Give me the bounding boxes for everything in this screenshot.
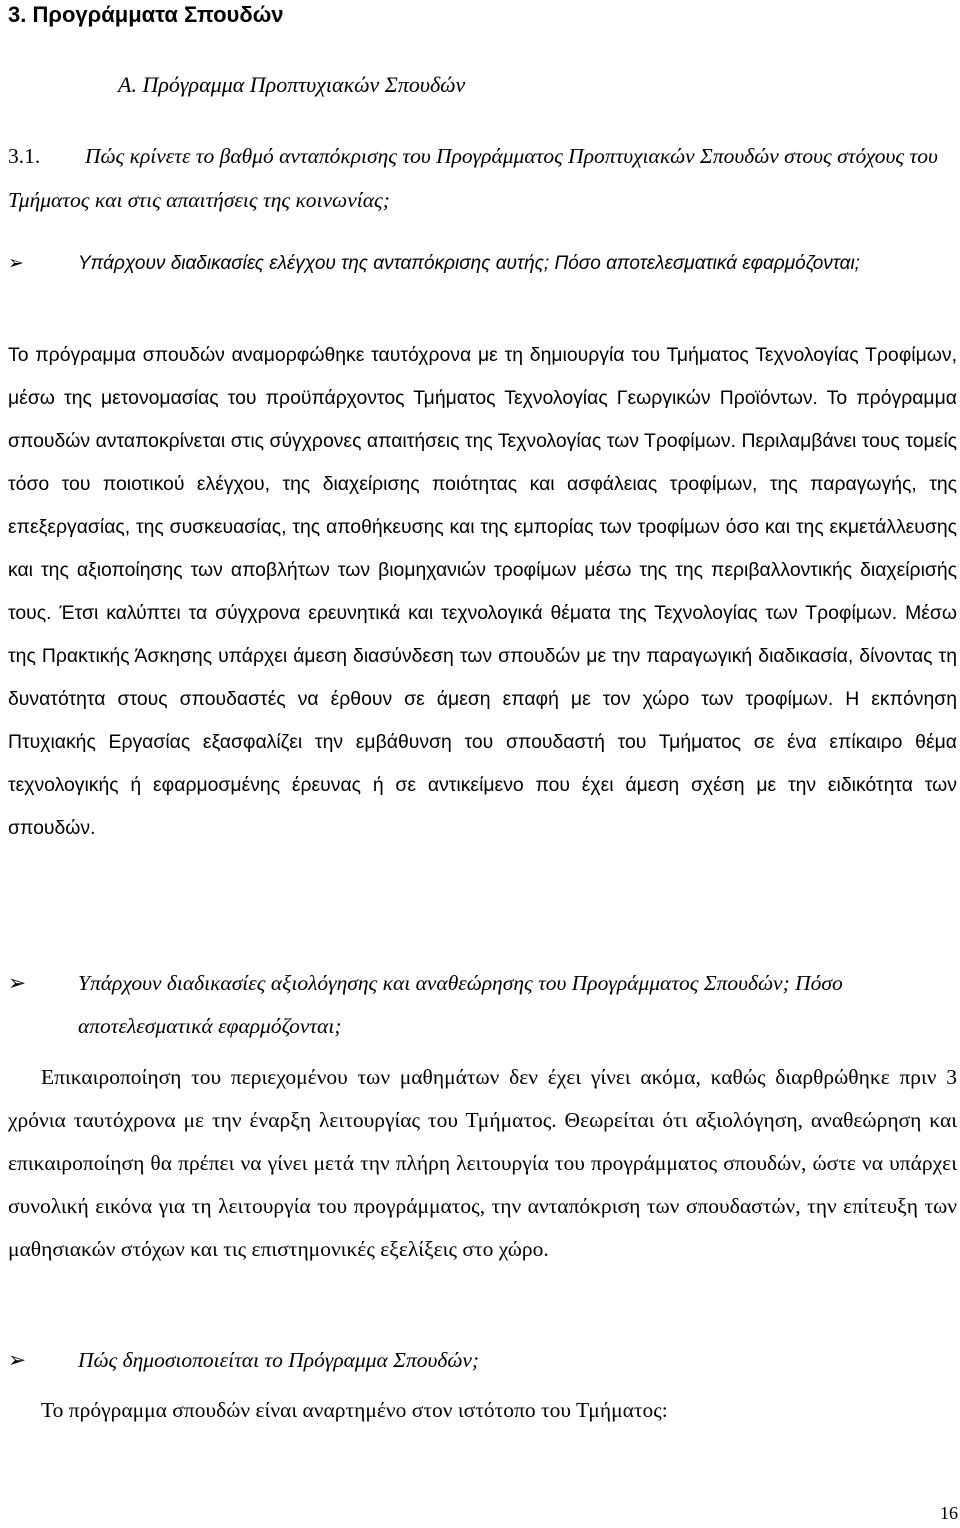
bullet-item [8,962,958,1048]
page-number: 16 [940,1503,958,1523]
bullet-item [8,242,958,285]
bullet-item [8,1339,958,1382]
question-text: Πώς κρίνετε το βαθμό ανταπόκρισης του Προγράμματος Προπτυχιακών Σπουδών στους στόχους του Τμήματος και στις απαιτήσεις της κοινωνίας; [8,144,938,212]
bullet-text: Πώς δημοσιοποιείται το Πρόγραμμα Σπουδών; [78,1348,480,1372]
section-heading: 3. Προγράμματα Σπουδών [8,2,284,27]
question-number: 3.1. [8,144,41,168]
bullet-text: Υπάρχουν διαδικασίες ελέγχου της ανταπόκρισης αυτής; Πόσο αποτελεσματικά εφαρμόζονται; [78,253,860,274]
paragraph [8,334,957,850]
paragraph-text: Περιλαμβάνει τους τομείς τόσο του ποιοτικού ελέγχου, της διαχείρισης ποιότητας και ασφάλειας τροφίμων, της παραγωγής, της επεξεργασίας, της συσκευασίας, της αποθήκευσης και της εμπορίας των τροφίμων όσο και της εκμετάλλευσης και της αξιοποίησης των αποβλήτων των βιομηχανιών τροφίμων μέσω της της περιβαλλοντικής διαχείρισής τους. Έτσι καλύπτει τα σύγχρονα ερευνητικά και τεχνολογικά θέματα της Τεχνολογίας των Τροφίμων. Μέσω της Πρακτικής Άσκησης υπάρχει άμεση διασύνδεση των σπουδών με την παραγωγική διαδικασία, δίνοντας τη δυνατότητα στους σπουδαστές να έρθουν σε άμεση επαφή με τον χώρο των τροφίμων. Η εκπόνηση Πτυχιακής Εργασίας εξασφαλίζει την εμβάθυνση του σπουδαστή του Τμήματος σε ένα επίκαιρο θέμα τεχνολογικής ή εφαρμοσμένης έρευνας ή σε αντικείμενο που έχει άμεση σχέση με την ειδικότητα των σπουδών. [8,430,957,839]
paragraph-text: Το πρόγραμμα σπουδών αναμορφώθηκε ταυτόχρονα με τη δημιουργία του Τμήματος Τεχνολογίας Τροφίμων, μέσω της μετονομασίας του προϋπάρχοντος Τμήματος Τεχνολογίας Γεωργικών Προϊόντων. Το πρόγραμμα σπουδών ανταποκρίνεται στις σύγχρονες απαιτήσεις της Τεχνολογίας των Τροφίμων. [8,344,957,452]
arrow-bullet-icon: ➢ [8,971,27,995]
paragraph: Επικαιροποίηση του περιεχομένου των μαθημάτων δεν έχει γίνει ακόμα, καθώς διαρθρώθηκε πριν 3 χρόνια ταυτόχρονα με την έναρξη λειτουργίας του Τμήματος. Θεωρείται ότι αξιολόγηση, αναθεώρηση και επικαιροποίηση θα πρέπει να γίνει μετά την πλήρη λειτουργία του προγράμματος σπουδών, ώστε να υπάρχει συνολική εικόνα για τη λειτουργία του προγράμματος, την ανταπόκριση των σπουδαστών, την επίτευξη των μαθησιακών στόχων και τις επιστημονικές εξελίξεις στο χώρο. [8,1065,957,1261]
bullet-text: Υπάρχουν διαδικασίες αξιολόγησης και αναθεώρησης του Προγράμματος Σπουδών; Πόσο αποτελεσματικά εφαρμόζονται; [78,971,843,1038]
paragraph: Το πρόγραμμα σπουδών είναι αναρτημένο στον ιστότοπο του Τμήματος: [41,1398,668,1422]
arrow-bullet-icon: ➢ [8,1348,27,1372]
question-title [8,134,938,222]
arrow-bullet-icon: ➢ [8,253,24,274]
subsection-heading: Α. Πρόγραμμα Προπτυχιακών Σπουδών [118,72,466,97]
